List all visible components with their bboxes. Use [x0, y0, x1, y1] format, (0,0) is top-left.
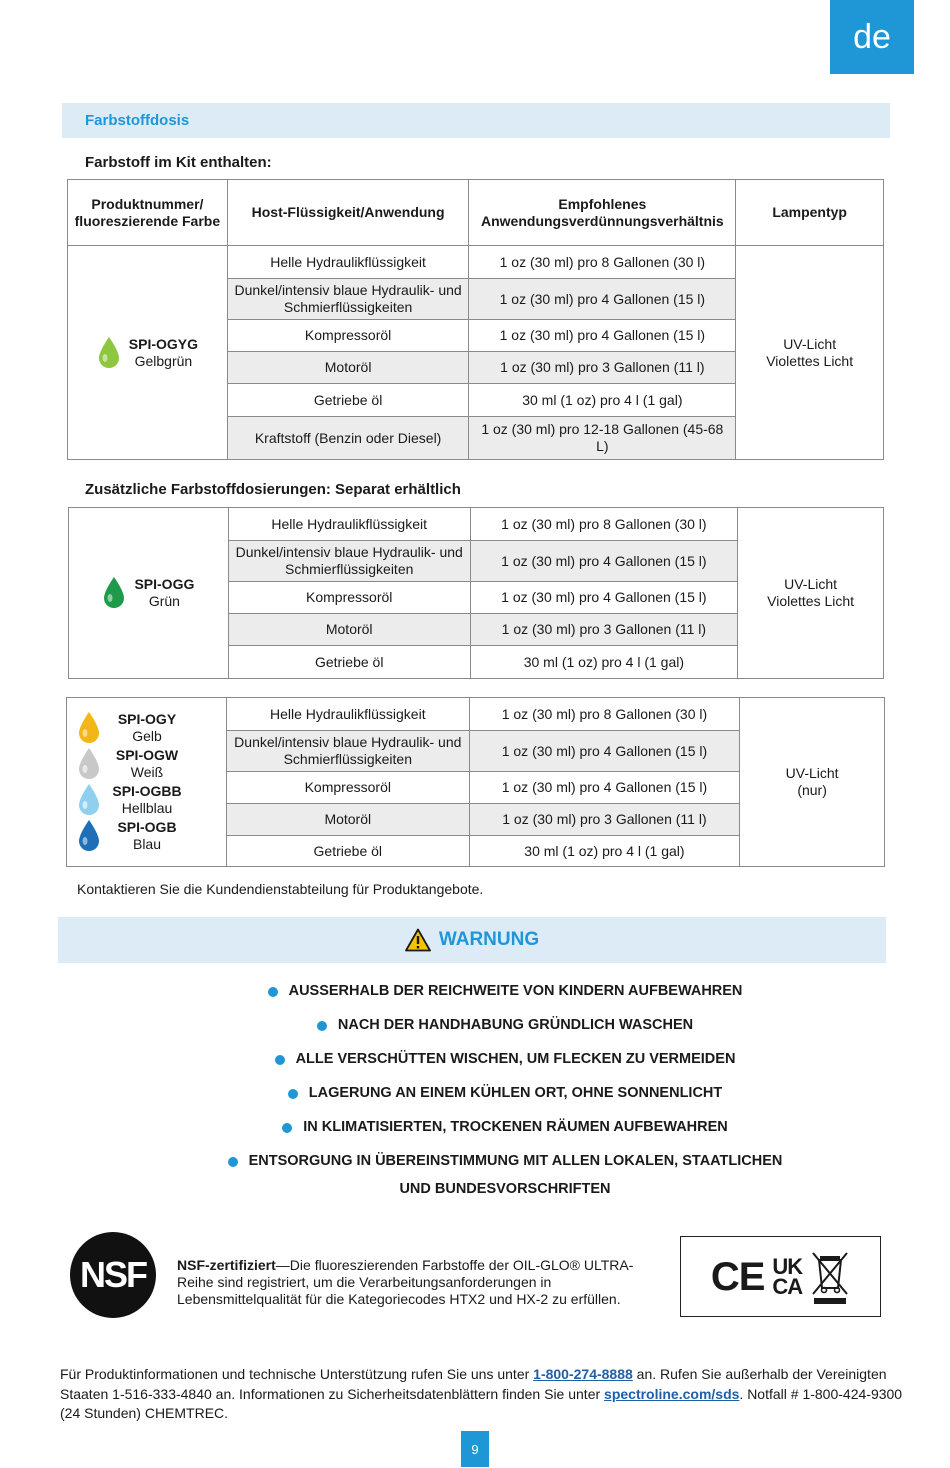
table-cell-ratio: 30 ml (1 oz) pro 4 l (1 gal): [469, 836, 740, 867]
product-color: Weiß: [130, 764, 164, 780]
warning-triangle-icon: [405, 928, 431, 952]
table-cell-ratio: 30 ml (1 oz) pro 4 l (1 gal): [469, 384, 736, 417]
table-cell-ratio: 1 oz (30 ml) pro 4 Gallonen (15 l): [469, 320, 736, 352]
product-cell: [69, 508, 229, 679]
table-cell-host: Kraftstoff (Benzin oder Diesel): [227, 417, 469, 460]
table-cell-host: Helle Hydraulikflüssigkeit: [228, 508, 470, 541]
product-entry: [77, 711, 187, 745]
bullet-icon: [268, 987, 278, 997]
warning-item-text: NACH DER HANDHABUNG GRÜNDLICH WASCHEN: [337, 1017, 694, 1033]
ukca-bottom: CA: [772, 1273, 803, 1299]
table-cell-ratio: 1 oz (30 ml) pro 8 Gallonen (30 l): [469, 246, 736, 279]
bullet-icon: [317, 1021, 327, 1031]
table-cell-host: Helle Hydraulikflüssigkeit: [227, 246, 469, 279]
dose-table-other: [66, 697, 885, 867]
dye-drop-icon: [77, 819, 101, 853]
table-cell-host: Kompressoröl: [226, 772, 469, 804]
product-color: Grün: [148, 593, 180, 609]
lamp-line: (nur): [797, 782, 827, 798]
product-code: SPI-OGG: [134, 576, 195, 592]
table-cell-host: Getriebe öl: [226, 836, 469, 867]
dye-drop-icon: [77, 747, 101, 781]
dye-drop-icon: [97, 336, 121, 370]
support-phone-link[interactable]: 1-800-274-8888: [533, 1366, 633, 1382]
lamp-line: UV-Licht: [784, 576, 838, 592]
warning-item-text: IN KLIMATISIERTEN, TROCKENEN RÄUMEN AUFBEWAHREN: [303, 1119, 728, 1135]
product-color: Blau: [132, 836, 162, 852]
warning-item-text: LAGERUNG AN EINEM KÜHLEN ORT, OHNE SONNENLICHT: [308, 1085, 723, 1101]
product-cell: [67, 698, 227, 867]
certification-marks: [680, 1236, 881, 1317]
warning-title: WARNUNG: [438, 929, 540, 950]
product-entry: [77, 783, 187, 817]
table-cell-host: Getriebe öl: [227, 384, 469, 417]
warning-item-text: ENTSORGUNG IN ÜBEREINSTIMMUNG MIT ALLEN LOKALEN, STAATLICHEN: [248, 1153, 783, 1169]
product-entry: [77, 819, 187, 853]
header-ratio: Empfohlenes Anwendungsverdünnungsverhältnis: [469, 180, 736, 246]
nsf-statement: [177, 1257, 657, 1308]
table-cell-host: Kompressoröl: [227, 320, 469, 352]
table-cell-ratio: 1 oz (30 ml) pro 4 Gallonen (15 l): [470, 541, 738, 582]
product-cell: [68, 246, 228, 460]
product-entry: [77, 747, 187, 781]
dye-drop-icon: [77, 711, 101, 745]
table-cell-ratio: 1 oz (30 ml) pro 8 Gallonen (30 l): [469, 698, 740, 731]
product-code: SPI-OGBB: [112, 783, 182, 799]
table-cell-ratio: 1 oz (30 ml) pro 4 Gallonen (15 l): [469, 731, 740, 772]
dye-drop-icon: [77, 783, 101, 817]
nsf-logo: NSF: [70, 1232, 156, 1318]
dose-table-green: [68, 507, 884, 679]
footer-text: [60, 1365, 910, 1424]
bullet-icon: [228, 1157, 238, 1167]
product-color: Gelbgrün: [134, 352, 193, 369]
table-cell-ratio: 1 oz (30 ml) pro 8 Gallonen (30 l): [470, 508, 738, 541]
contact-note: Kontaktieren Sie die Kundendienstabteilung für Produktangebote.: [77, 881, 484, 897]
table-cell-host: Motoröl: [226, 804, 469, 836]
lamp-cell: [736, 246, 884, 460]
warning-item-text: UND BUNDESVORSCHRIFTEN: [399, 1181, 611, 1197]
product-color: Hellblau: [121, 800, 173, 816]
section-title: Farbstoffdosis: [85, 112, 190, 129]
footer-part: . Notfall # 1-800-424-9300 (24 Stunden) CHEMTREC.: [60, 1385, 903, 1421]
kit-heading: Farbstoff im Kit enthalten:: [85, 154, 272, 171]
nsf-body: —Die fluoreszierenden Farbstoffe der OIL-GLO® ULTRA-Reihe sind registriert, um die Verarbeitungsanforderungen in Lebensmittelqualität für die Kategoriecodes HTX2 und HX-2 zu erfüllen.: [177, 1257, 634, 1307]
ukca-mark: [772, 1253, 803, 1299]
bullet-icon: [275, 1055, 285, 1065]
nsf-bold: NSF-zertifiziert: [177, 1257, 276, 1273]
product-code: SPI-OGY: [117, 711, 177, 727]
footer-part: Für Produktinformationen und technische Unterstützung rufen Sie uns unter: [60, 1366, 534, 1382]
lamp-line: Violettes Licht: [767, 593, 855, 609]
product-code: SPI-OGYG: [128, 335, 199, 352]
warning-item-text: ALLE VERSCHÜTTEN WISCHEN, UM FLECKEN ZU VERMEIDEN: [295, 1051, 736, 1067]
table-cell-host: Getriebe öl: [228, 646, 470, 679]
warning-list: [60, 983, 950, 1215]
table-cell-ratio: 1 oz (30 ml) pro 12-18 Gallonen (45-68 L): [469, 417, 736, 460]
table-cell-host: Kompressoröl: [228, 582, 470, 614]
footer-part: an. Rufen Sie außerhalb der Vereinigten Staaten 1-516-333-4840 an. Informationen zu Sicherheitsdatenblättern finden Sie unter: [60, 1366, 887, 1402]
warning-bar: [58, 917, 886, 963]
page-number: 9: [461, 1431, 489, 1467]
table-cell-host: Dunkel/intensiv blaue Hydraulik- und Schmierflüssigkeiten: [228, 541, 470, 582]
bullet-icon: [288, 1089, 298, 1099]
header-product: Produktnummer/ fluoreszierende Farbe: [68, 180, 228, 246]
header-lamp: Lampentyp: [736, 180, 884, 246]
ce-mark: CE: [710, 1254, 765, 1299]
warning-item-text: AUSSERHALB DER REICHWEITE VON KINDERN AUFBEWAHREN: [288, 983, 743, 999]
bullet-icon: [282, 1123, 292, 1133]
product-code: SPI-OGB: [117, 819, 177, 835]
table-cell-ratio: 1 oz (30 ml) pro 4 Gallonen (15 l): [470, 582, 738, 614]
lamp-line: Violettes Licht: [766, 352, 854, 369]
section-header-bar: [62, 103, 890, 138]
table-cell-host: Dunkel/intensiv blaue Hydraulik- und Schmierflüssigkeiten: [226, 731, 469, 772]
product-code: SPI-OGW: [115, 747, 179, 763]
lamp-line: UV-Licht: [783, 335, 837, 352]
ukca-top: UK: [772, 1253, 803, 1279]
header-host: Host-Flüssigkeit/Anwendung: [227, 180, 469, 246]
table-cell-host: Helle Hydraulikflüssigkeit: [226, 698, 469, 731]
table-cell-ratio: 1 oz (30 ml) pro 3 Gallonen (11 l): [469, 804, 740, 836]
table-cell-ratio: 1 oz (30 ml) pro 3 Gallonen (11 l): [469, 352, 736, 384]
product-color: Gelb: [132, 728, 162, 744]
table-cell-host: Dunkel/intensiv blaue Hydraulik- und Schmierflüssigkeiten: [227, 279, 469, 320]
additional-heading: Zusätzliche Farbstoffdosierungen: Separat erhältlich: [85, 481, 461, 498]
lamp-cell: [740, 698, 885, 867]
table-cell-ratio: 1 oz (30 ml) pro 4 Gallonen (15 l): [469, 772, 740, 804]
table-cell-ratio: 1 oz (30 ml) pro 3 Gallonen (11 l): [470, 614, 738, 646]
dye-drop-icon: [102, 576, 126, 610]
table-cell-host: Motoröl: [227, 352, 469, 384]
table-cell-ratio: 1 oz (30 ml) pro 4 Gallonen (15 l): [469, 279, 736, 320]
lamp-line: UV-Licht: [785, 765, 839, 781]
table-cell-ratio: 30 ml (1 oz) pro 4 l (1 gal): [470, 646, 738, 679]
warning-item-continued: [60, 1181, 950, 1215]
weee-bin-icon: [810, 1248, 850, 1306]
table-cell-host: Motoröl: [228, 614, 470, 646]
dose-table-kit: [67, 179, 884, 460]
lamp-cell: [738, 508, 884, 679]
sds-link[interactable]: spectroline.com/sds: [604, 1385, 740, 1402]
language-tab[interactable]: de: [830, 0, 914, 74]
